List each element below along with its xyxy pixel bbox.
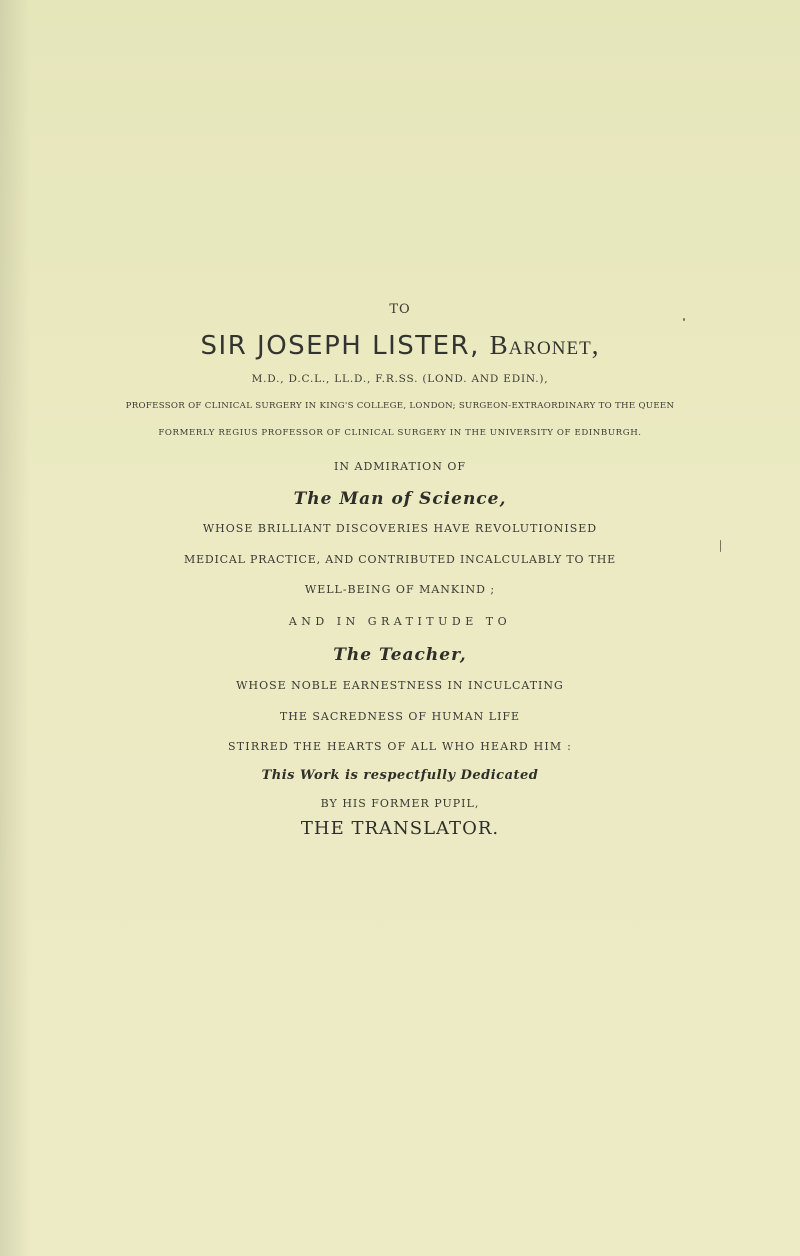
wellbeing-line: WELL-BEING OF MANKIND ; [304, 583, 496, 596]
earnestness-line: WHOSE NOBLE EARNESTNESS IN INCULCATING [236, 679, 564, 692]
stirred-line: STIRRED THE HEARTS OF ALL WHO HEARD HIM : [228, 740, 572, 753]
dedicatee-title: Baronet, [489, 330, 600, 360]
motto-teacher: The Teacher, [333, 645, 467, 665]
pupil-line: BY HIS FORMER PUPIL, [320, 797, 480, 810]
dedication-to: TO [389, 302, 411, 317]
dedicatee-degrees: M.D., D.C.L., LL.D., F.R.SS. (LOND. AND EDIN.), [251, 373, 549, 385]
dedicated-line: This Work is respectfully Dedicated [261, 768, 539, 783]
dedicatee-name: SIR JOSEPH LISTER, [200, 331, 480, 361]
sacredness-line: THE SACREDNESS OF HUMAN LIFE [279, 710, 521, 723]
practice-line: MEDICAL PRACTICE, AND CONTRIBUTED INCALCULABLY TO THE [184, 553, 616, 566]
motto-man-of-science: The Man of Science, [293, 489, 507, 509]
paper-speck [683, 318, 685, 321]
dedicatee-position-former: FORMERLY REGIUS PROFESSOR OF CLINICAL SURGERY IN THE UNIVERSITY OF EDINBURGH. [158, 428, 642, 438]
translator-signature: THE TRANSLATOR. [300, 818, 500, 839]
discoveries-line: WHOSE BRILLIANT DISCOVERIES HAVE REVOLUTIONISED [202, 522, 598, 535]
paper-mark [720, 540, 721, 552]
admiration-line: IN ADMIRATION OF [334, 460, 466, 473]
dedicatee-name-line [0, 330, 800, 361]
gratitude-line: AND IN GRATITUDE TO [288, 615, 512, 628]
dedicatee-position-current: PROFESSOR OF CLINICAL SURGERY IN KING'S COLLEGE, LONDON; SURGEON-EXTRAORDINARY TO THE QUEEN [125, 401, 675, 411]
